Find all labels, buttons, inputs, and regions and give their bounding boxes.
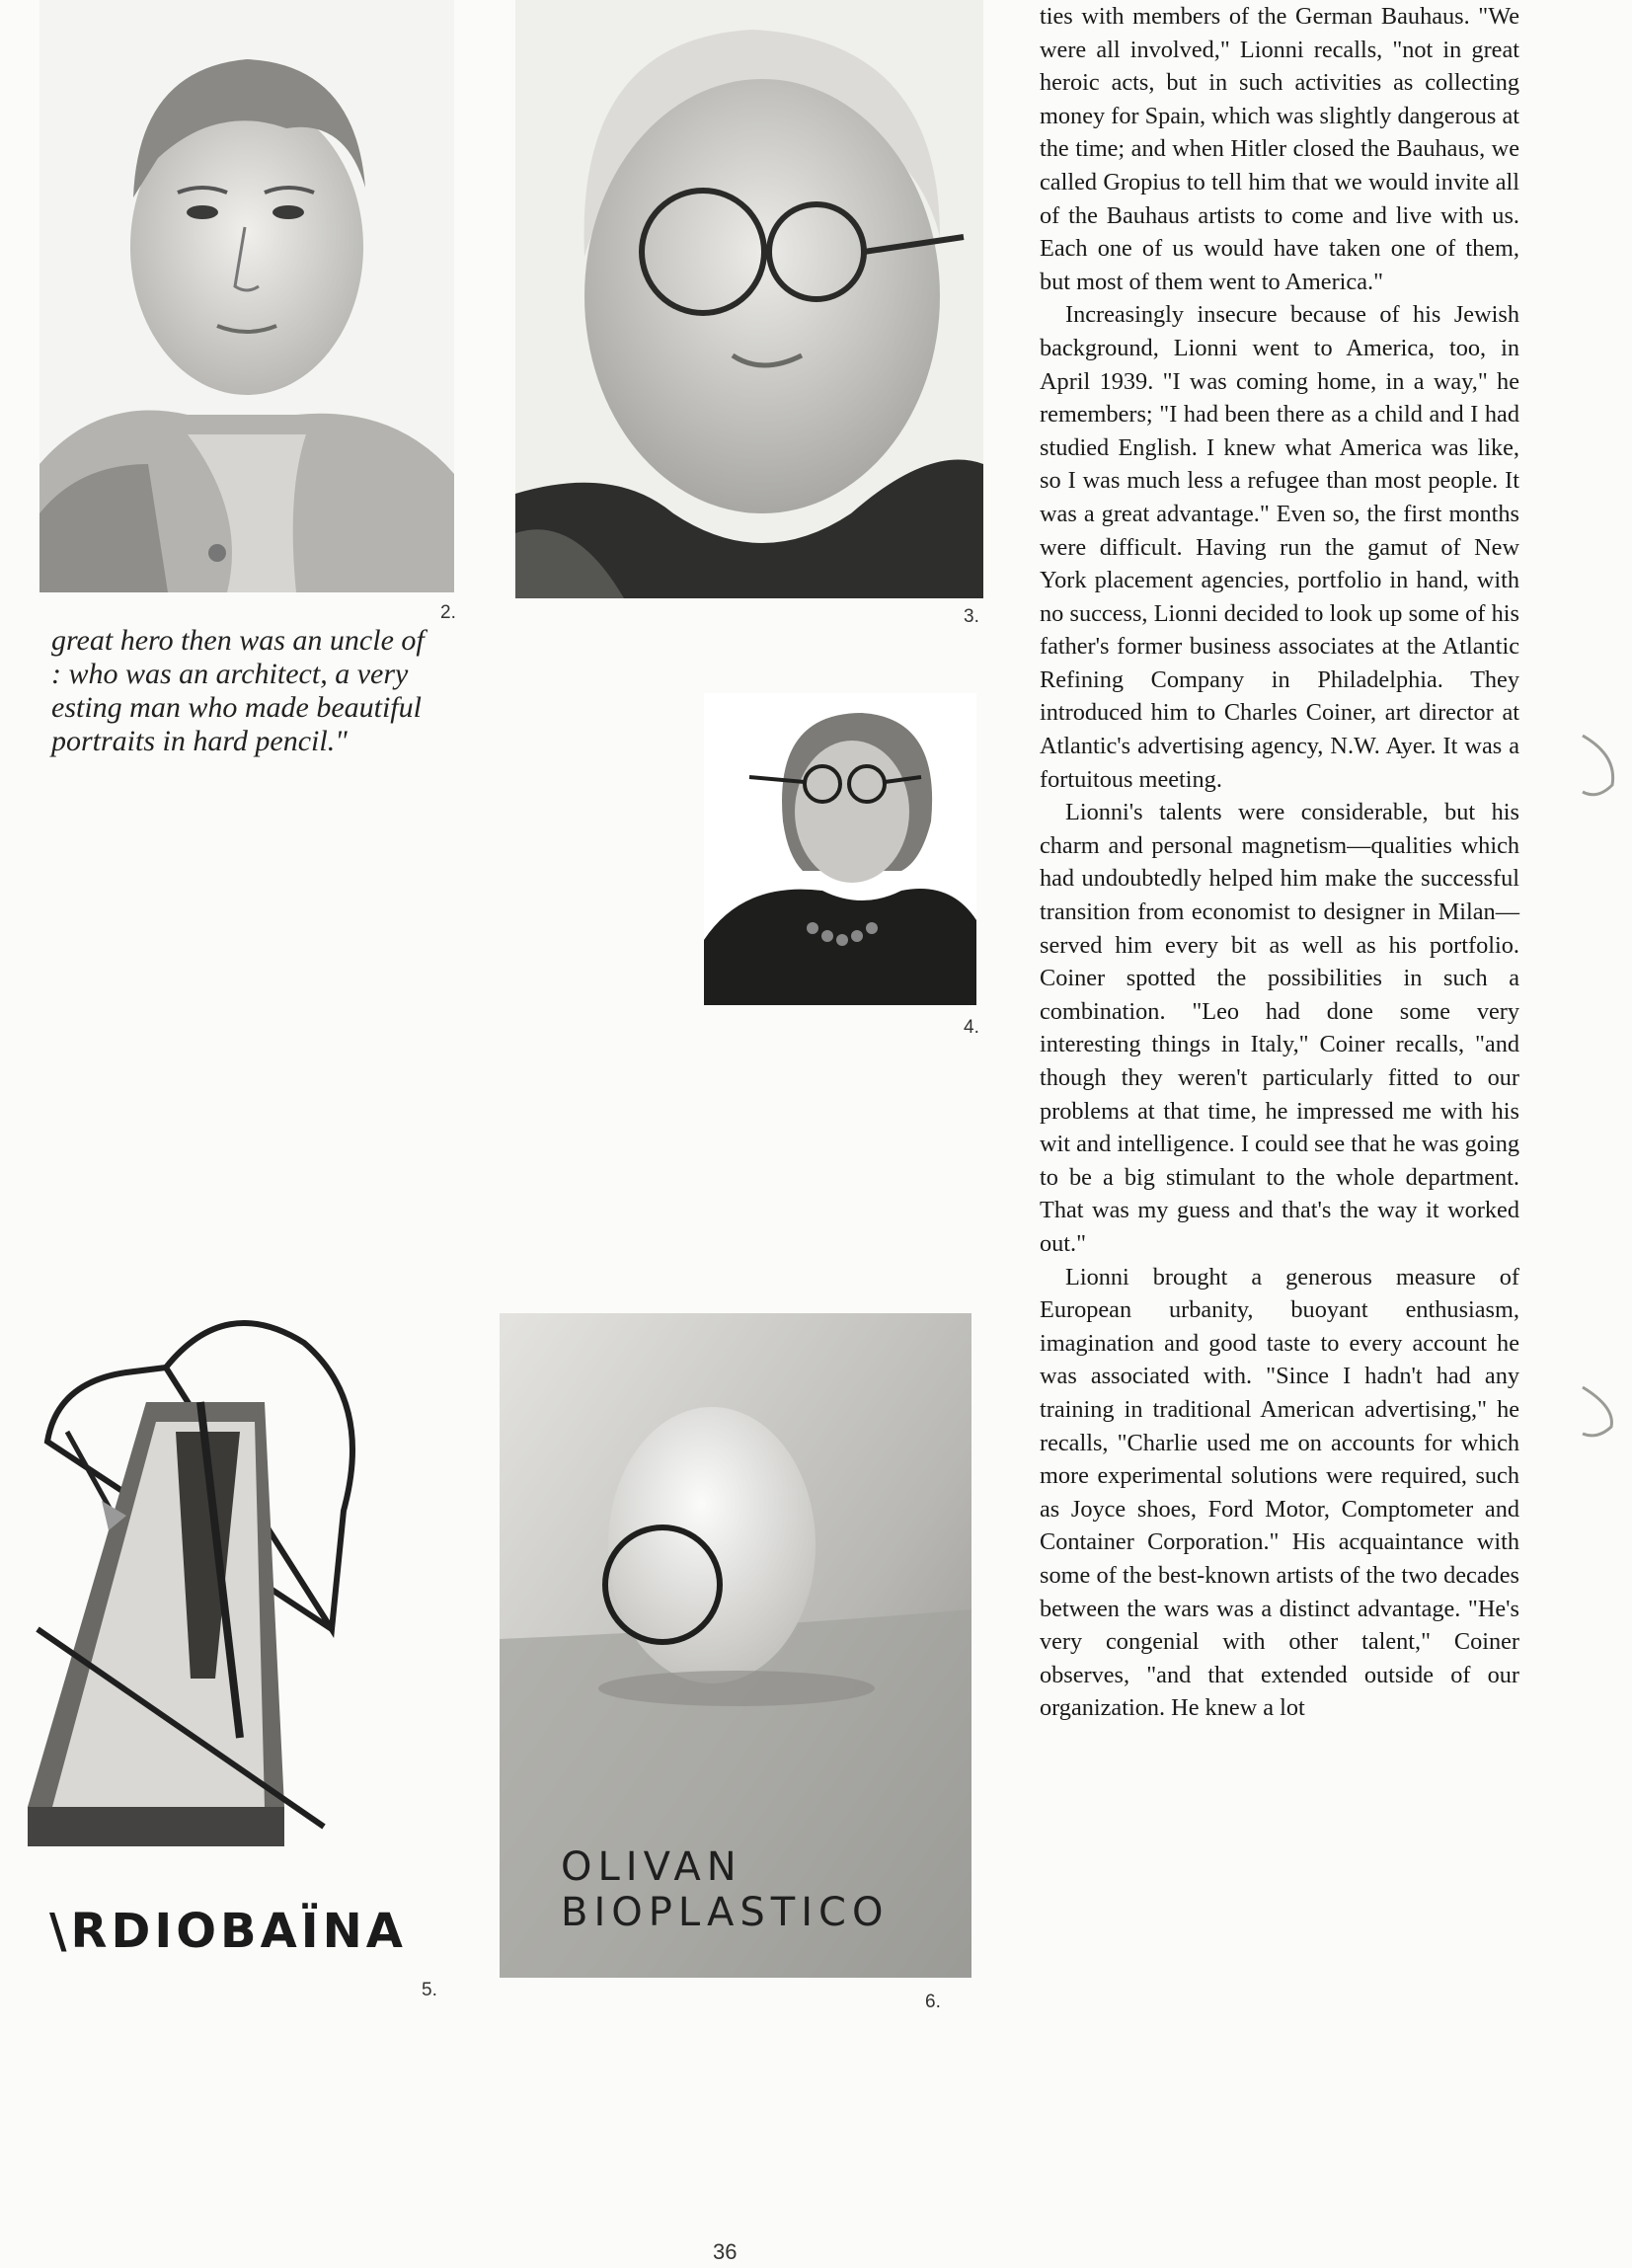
figure-caption: great hero then was an uncle of : who was an architect, a very esting man who made beautiful portraits in hard pencil." bbox=[51, 624, 425, 757]
boy-portrait-drawing bbox=[39, 0, 454, 592]
page-number: 36 bbox=[713, 2239, 738, 2264]
figure-number: 6. bbox=[925, 1992, 941, 2012]
figure-number: 5. bbox=[422, 1980, 437, 2000]
binder-hole-mark-upper bbox=[1578, 731, 1617, 800]
metronome-heart-illustration bbox=[18, 1313, 432, 1945]
body-paragraph: Lionni brought a generous measure of European urbanity, buoyant enthusiasm, imagination and good taste to every account he was associated with. "Since I hadn't had any training in traditional American advertising," he recalls, "Charlie used me on accounts for which more experimental solutions were required, such as Joyce shoes, Ford Motor, Comptometer and Container Corporation." His acquaintance with some of the best-known artists of the two decades between the wars was a distinct advantage. "He's very congenial with other talent," Coiner observes, "and that extended outside of our organization. He knew a lot bbox=[1040, 1263, 1519, 1722]
poster-6-lettering: OLIVAN BIOPLASTICO bbox=[561, 1844, 890, 1935]
figure-number: 3. bbox=[964, 606, 979, 627]
elderly-woman-photo-image bbox=[704, 693, 976, 1005]
body-paragraph: Lionni's talents were considerable, but his charm and personal magnetism—qualities which had undoubtedly helped him make the successful transition from economist to designer in Milan—served him every bit as well as his portfolio. Coiner spotted the possibilities in such a combination. "Leo had done some very interesting things in Italy," Coiner recalls, "and though they weren't particularly fitted to our problems at that time, he impressed me with his wit and intelligence. I could see that he was going to be a big stimulant to the whole department. That was my guess and that's the way it worked out." bbox=[1040, 799, 1519, 1257]
binder-hole-mark-lower bbox=[1578, 1382, 1617, 1442]
poster-5-lettering: \RDIOBAÏNA bbox=[49, 1904, 407, 1959]
article-body-column bbox=[1040, 0, 1519, 1725]
figure-5-metronome-heart-poster bbox=[18, 1313, 432, 1945]
body-paragraph: Increasingly insecure because of his Jewish background, Lionni went to America, too, in April 1939. "I was coming home, in a way," he remembers; "I had been there as a child and I had studied English. I knew what America was like, so I was much less a refugee than most people. It was a great advantage." Even so, the first months were difficult. Having run the gamut of New York placement agencies, portfolio in hand, with no success, Lionni decided to look up some of his father's former business associates at the Atlantic Refining Company in Philadelphia. They introduced him to Charles Coiner, art director at Atlantic's advertising agency, N.W. Ayer. It was a fortuitous meeting. bbox=[1040, 301, 1519, 793]
figure-2-boy-portrait bbox=[39, 0, 454, 592]
body-paragraph: ties with members of the German Bauhaus. "We were all involved," Lionni recalls, "not in great heroic acts, but in such activities as collecting money for Spain, which was slightly dangerous at the time; and when Hitler closed the Bauhaus, we called Gropius to tell him that we would invite all of the Bauhaus artists to come and live with us. Each one of us would have taken one of them, but most of them went to America." bbox=[1040, 3, 1519, 295]
figure-number: 2. bbox=[440, 602, 456, 623]
figure-4-elderly-woman-photo bbox=[704, 693, 976, 1005]
figure-number: 4. bbox=[964, 1017, 979, 1038]
woman-portrait-photo bbox=[515, 0, 983, 598]
figure-3-woman-with-glasses bbox=[515, 0, 983, 598]
